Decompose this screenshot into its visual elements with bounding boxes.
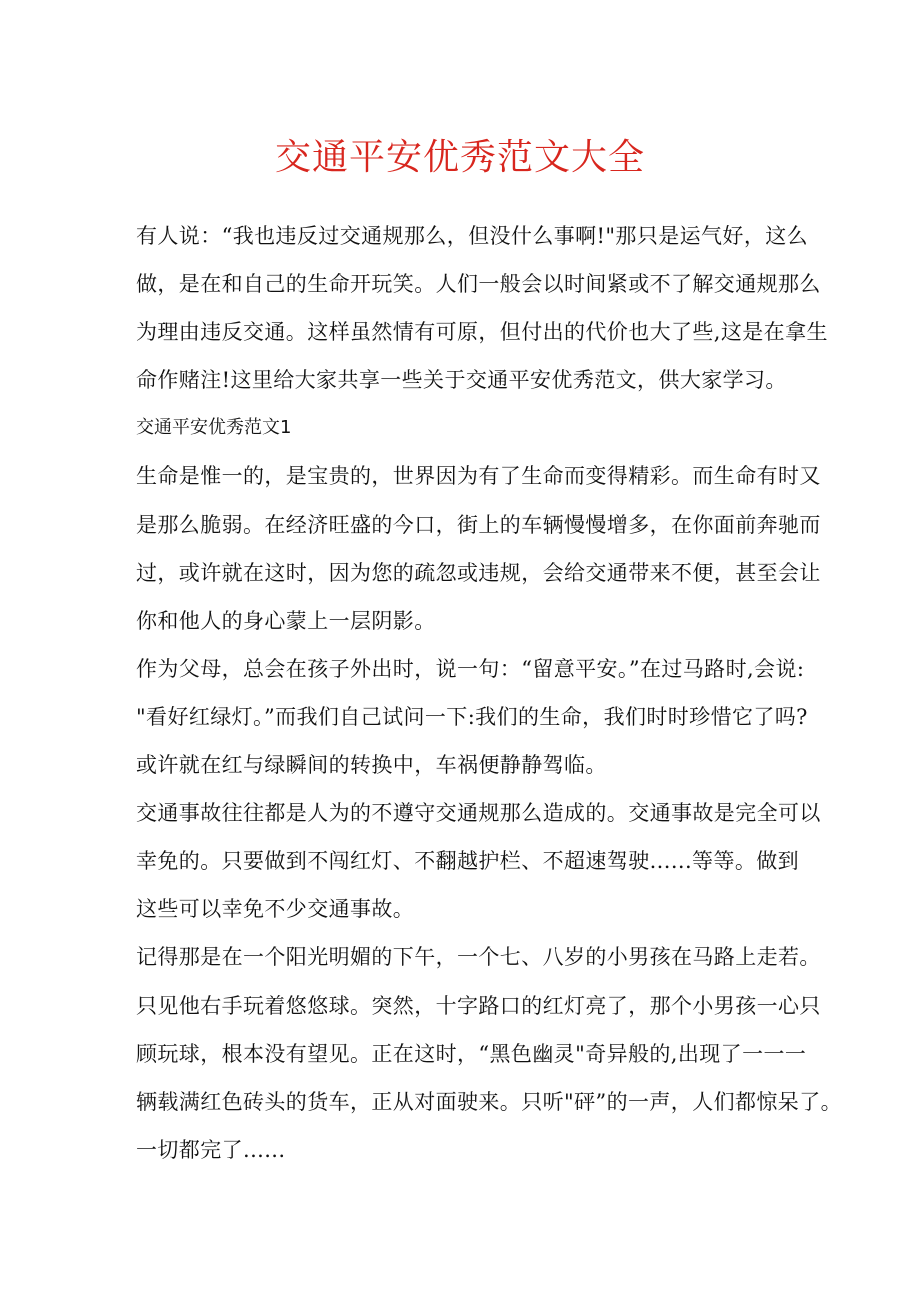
paragraph-2 <box>136 645 816 789</box>
paragraph-line: 或许就在红与绿瞬间的转换中，车祸便静静驾临。 <box>136 753 607 778</box>
paragraph-line: 记得那是在一个阳光明媚的下午，一个七、八岁的小男孩在马路上走若。 <box>136 945 821 970</box>
paragraph-line: 顾玩球，根本没有望见。正在这时，“黑色幽灵"奇异般的,出现了一一一 <box>136 1041 807 1066</box>
paragraph-line: 你和他人的身心蒙上一层阴影。 <box>136 608 436 633</box>
paragraph-line: "看好红绿灯。”而我们自己试问一下:我们的生命，我们时时珍惜它了吗? <box>136 704 808 729</box>
paragraph-line: 这些可以幸免不少交通事故。 <box>136 897 415 922</box>
intro-line: 做，是在和自己的生命开玩笑。人们一般会以时间紧或不了解交通规那么 <box>136 272 821 297</box>
paragraph-line: 交通事故往往都是人为的不遵守交通规那么造成的。交通事故是完全可以 <box>136 801 821 826</box>
intro-line: 命作赌注!这里给大家共享一些关于交通平安优秀范文，供大家学习。 <box>136 368 787 393</box>
intro-line: 有人说：“我也违反过交通规那么，但没什么事啊!"那只是运气好，这么 <box>136 224 809 248</box>
paragraph-line: 生命是惟一的，是宝贵的，世界因为有了生命而变得精彩。而生命有时又 <box>136 464 821 489</box>
document-body <box>136 212 842 1174</box>
paragraph-line: 一切都完了...... <box>136 1137 286 1162</box>
paragraph-4 <box>136 933 842 1173</box>
paragraph-line: 作为父母，总会在孩子外出时，说一句：“留意平安。”在过马路时,会说: <box>136 656 805 681</box>
paragraph-3 <box>136 789 821 933</box>
paragraph-line: 幸免的。只要做到不闯红灯、不翻越护栏、不超速驾驶......等等。做到 <box>136 849 800 874</box>
intro-line: 为理由违反交通。这样虽然情有可原，但付出的代价也大了些,这是在拿生 <box>136 320 828 345</box>
paragraph-1 <box>136 452 821 644</box>
paragraph-line: 辆载满红色砖头的货车，正从对面驶来。只听"砰”的一声，人们都惊呆了。 <box>136 1089 842 1114</box>
paragraph-line: 过，或许就在这时，因为您的疏忽或违规，会给交通带来不便，甚至会让 <box>136 560 821 585</box>
section-heading: 交通平安优秀范文1 <box>136 417 292 439</box>
document-title: 交通平安优秀范文大全 <box>274 137 645 178</box>
paragraph-line: 只见他右手玩着悠悠球。突然，十字路口的红灯亮了，那个小男孩一心只 <box>136 993 821 1018</box>
intro-paragraph <box>136 212 828 404</box>
paragraph-line: 是那么脆弱。在经济旺盛的今口，街上的车辆慢慢增多，在你面前奔驰而 <box>136 512 821 537</box>
